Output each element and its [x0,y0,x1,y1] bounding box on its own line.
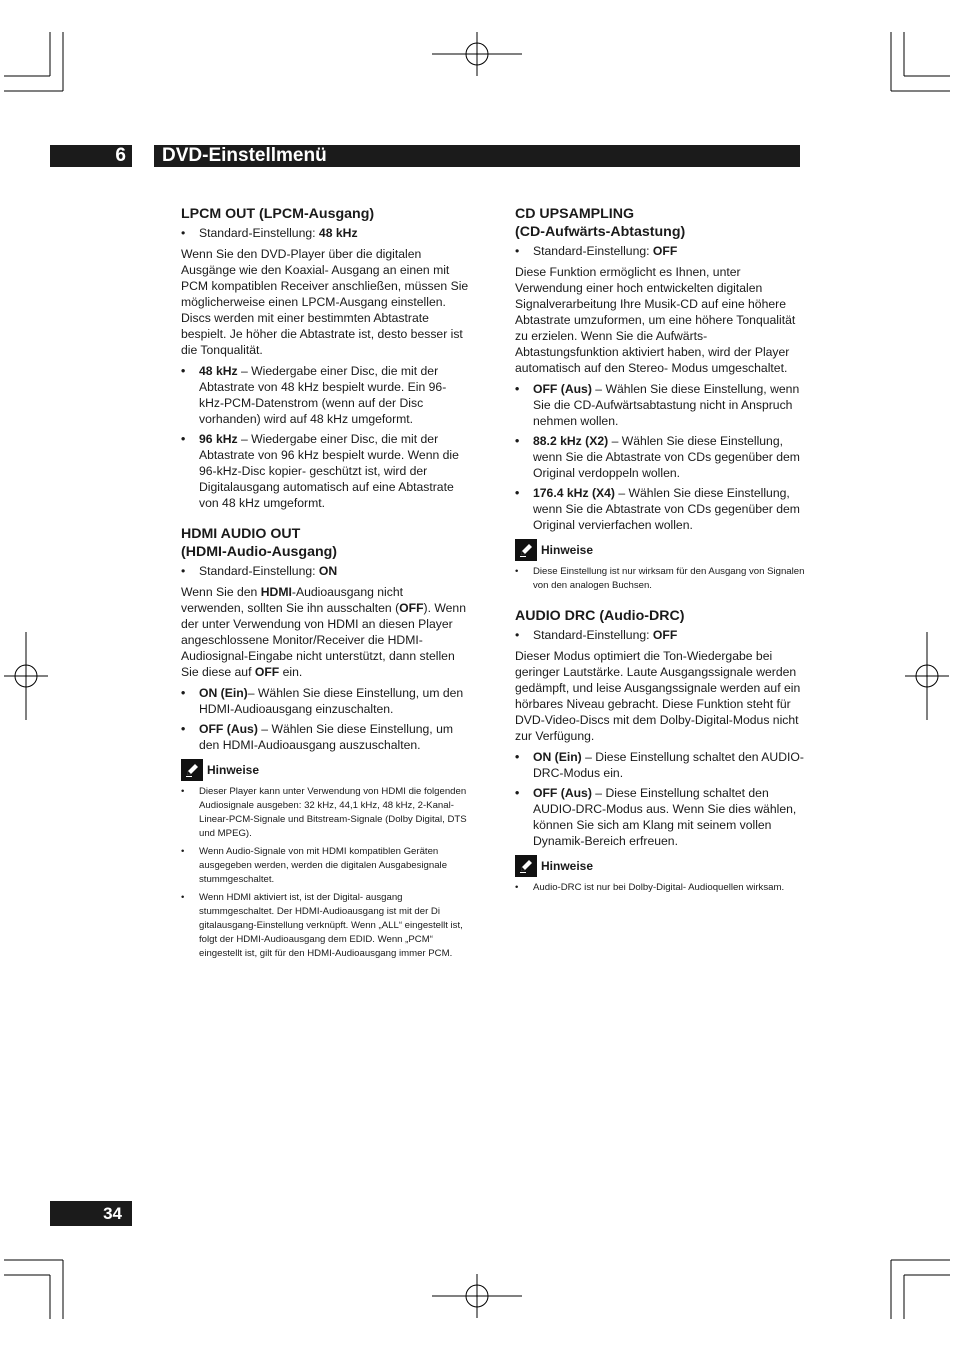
drc-notes-header: Hinweise [515,855,805,877]
cd-notes-header: Hinweise [515,539,805,561]
note-item: • Audio-DRC ist nur bei Dolby-Digital- Audioquellen wirksam. [515,881,805,895]
list-item: • 96 kHz – Wiedergabe einer Disc, die mit der Abtastrate von 96 kHz bespielt wurde. Wenn die 96-kHz-Disc kopier- geschützt ist, wird der Digitalausgang automatisch auf eine Abtastrate von 48 kHz umgeformt. [181,431,469,511]
note-item: • Wenn Audio-Signale von mit HDMI kompatiblen Geräten ausgegeben werden, werden die digitalen Ausgabesignale stummgeschaltet. [181,845,469,887]
pencil-note-icon [515,855,537,877]
list-item: • 88.2 kHz (X2) – Wählen Sie diese Einstellung, wenn Sie die Abtastrate von CDs gegenüber dem Original verdoppeln wollen. [515,433,805,481]
hdmi-options [181,685,469,753]
drc-options [515,749,805,849]
note-item: • Dieser Player kann unter Verwendung von HDMI die folgenden Audiosignale ausgeben: 32 kHz, 44,1 kHz, 48 kHz, 2-Kanal-Linear-PCM-Signale und Bitstream-Signale (Dolby Digital, DTS und MPEG). [181,785,469,841]
hdmi-intro: Wenn Sie den HDMI-Audioausgang nicht verwenden, sollten Sie ihn ausschalten (OFF). Wenn der unter Verwendung von HDMI an diesen Player angeschlossene Monitor/Receiver die HDMI-Audiosignal-Eingabe nicht unterstützt, dann stellen Sie diese auf OFF ein. [181,585,466,679]
list-item: • OFF (Aus) – Diese Einstellung schaltet den AUDIO-DRC-Modus aus. Wenn Sie dies wählen, können Sie sich am Klang mit seinem vollen Dynamik-Bereich erfreuen. [515,785,805,849]
lpcm-options [181,363,469,511]
right-column [515,205,805,909]
list-item: • 48 kHz – Wiedergabe einer Disc, die mit der Abtastrate von 48 kHz bespielt wurde. Ein 96-kHz-PCM-Datenstrom (wenn auf der Disc vorhanden) wird auf 48 kHz umgeformt. [181,363,469,427]
hdmi-section [181,525,469,961]
cd-default-setting: • Standard-Einstellung: OFF [515,243,805,259]
list-item: • 176.4 kHz (X4) – Wählen Sie diese Einstellung, wenn Sie die Abtastrate von CDs gegenüber dem Original vervierfachen wollen. [515,485,805,533]
hdmi-default-setting: • Standard-Einstellung: ON [181,563,469,579]
chapter-header-gap [132,145,154,167]
lpcm-default-setting: • Standard-Einstellung: 48 kHz [181,225,469,241]
cd-notes-list [515,565,805,593]
chapter-title: DVD-Einstellmenü [162,145,327,166]
lpcm-heading: LPCM OUT (LPCM-Ausgang) [181,206,375,222]
list-item: • ON (Ein) – Diese Einstellung schaltet den AUDIO-DRC-Modus ein. [515,749,805,781]
drc-intro: Dieser Modus optimiert die Ton-Wiedergabe bei geringer Lautstärke. Laute Ausgangssignale werden gedämpft, und leise Ausgangssignale werden auf ein hörbares Niveau gebracht. Diese Funktion steht für DVD-Video-Discs mit dem Dolby-Digital-Modus nicht zur Verfügung. [515,649,801,743]
audio-drc-heading: AUDIO DRC (Audio-DRC) [515,608,685,624]
drc-default-setting: • Standard-Einstellung: OFF [515,627,805,643]
pencil-note-icon [181,759,203,781]
chapter-number: 6 [115,145,126,166]
lpcm-section [181,205,469,511]
hdmi-notes-list [181,785,469,961]
hdmi-heading: HDMI AUDIO OUT (HDMI-Audio-Ausgang) [181,526,338,560]
cd-intro: Diese Funktion ermöglicht es Ihnen, unter Verwendung einer hoch entwickelten digitalen Signalverarbeitung Ihre Musik-CD auf eine höhere Abtastrate umzuformen, um eine höhere Tonqualität zu erzielen. Wenn Sie die Aufwärts-Abtastungsfunktion aktiviert haben, wird der Player automatisch auf den Stereo- Modus umgeschaltet. [515,265,796,375]
note-item: • Wenn HDMI aktiviert ist, ist der Digital- ausgang stummgeschaltet. Der HDMI-Audioausgang ist mit der Di gitalausgang-Einstellung verknüpft. Wenn „ALL“ eingestellt ist, folgt der HDMI-Audioausgang dem EDID. Wenn „PCM“ eingestellt ist, gilt für den HDMI-Audioausgang immer PCM. [181,891,469,961]
list-item: • ON (Ein)– Wählen Sie diese Einstellung, um den HDMI-Audioausgang einzuschalten. [181,685,469,717]
cd-upsampling-section [515,205,805,593]
hdmi-notes-header: Hinweise [181,759,469,781]
cd-upsampling-heading: CD UPSAMPLING (CD-Aufwärts-Abtastung) [515,206,686,240]
audio-drc-section [515,607,805,895]
lpcm-intro: Wenn Sie den DVD-Player über die digitalen Ausgänge wie den Koaxial- Ausgang an einen mit PCM kompatiblen Receiver anschließen, müssen Sie möglicherweise einen LPCM-Ausgang einstellen. Discs werden mit einer bestimmten Abtastrate bespielt. Je höher die Abtastrate ist, desto besser ist die Tonqualität. [181,247,469,357]
left-column [181,205,469,975]
list-item: • OFF (Aus) – Wählen Sie diese Einstellung, wenn Sie die CD-Aufwärtsabtastung nicht in Anspruch nehmen wollen. [515,381,805,429]
pencil-note-icon [515,539,537,561]
drc-notes-list [515,881,805,895]
list-item: • OFF (Aus) – Wählen Sie diese Einstellung, um den HDMI-Audioausgang auszuschalten. [181,721,469,753]
page-number: 34 [50,1201,132,1226]
cd-options [515,381,805,533]
note-item: • Diese Einstellung ist nur wirksam für den Ausgang von Signalen von den analogen Buchsen. [515,565,805,593]
